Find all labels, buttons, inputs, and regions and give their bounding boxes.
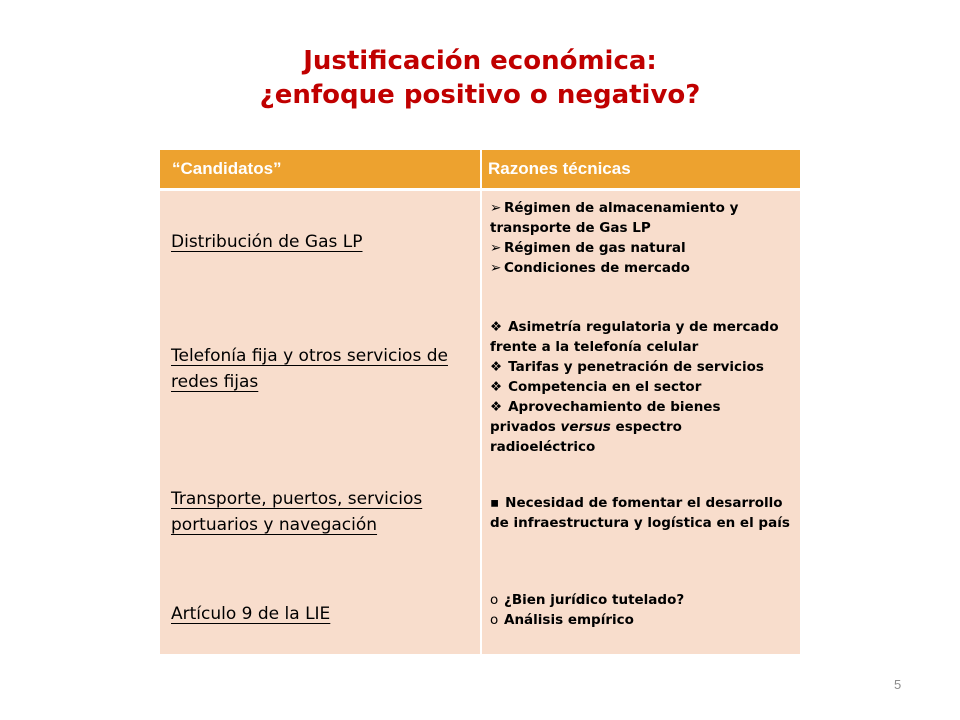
header-razones-tecnicas: Razones técnicas xyxy=(488,159,631,178)
arrow-bullet-icon: ➢ xyxy=(490,200,502,216)
reasons-telefonia xyxy=(490,317,790,457)
circle-bullet-icon: o xyxy=(490,612,499,628)
square-bullet-icon: ▪ xyxy=(490,495,500,511)
reasons-lie xyxy=(490,590,790,630)
list-item: ❖ Aprovechamiento de bienes privados versus espectro radioeléctrico xyxy=(490,399,721,455)
arrow-bullet-icon: ➢ xyxy=(490,240,502,256)
column-divider xyxy=(480,188,482,654)
title-line-2: ¿enfoque positivo o negativo? xyxy=(259,80,701,110)
slide-title xyxy=(0,44,960,112)
list-item: o ¿Bien jurídico tutelado? xyxy=(490,592,685,608)
list-item: ❖ Asimetría regulatoria y de mercado frente a la telefonía celular xyxy=(490,319,779,355)
justification-table xyxy=(160,150,800,654)
list-item: ➢ Régimen de almacenamiento y xyxy=(490,200,739,216)
list-item-continuation: transporte de Gas LP xyxy=(490,220,651,236)
circle-bullet-icon: o xyxy=(490,592,499,608)
diamond-bullet-icon: ❖ xyxy=(490,319,503,335)
list-item: ➢ Régimen de gas natural xyxy=(490,240,686,256)
candidate-telefonia-fija: Telefonía fija y otros servicios de redes fijas xyxy=(171,346,448,392)
table-header-row xyxy=(160,150,800,188)
reasons-transporte xyxy=(490,493,795,533)
header-candidatos: “Candidatos” xyxy=(172,159,282,178)
candidate-articulo-9-lie: Artículo 9 de la LIE xyxy=(171,604,331,624)
list-item: ▪ Necesidad de fomentar el desarrollo de infraestructura y logística en el país xyxy=(490,495,790,531)
title-line-1: Justificación económica: xyxy=(303,46,657,76)
reasons-gas-lp xyxy=(490,198,790,278)
header-divider xyxy=(480,150,482,188)
arrow-bullet-icon: ➢ xyxy=(490,260,502,276)
list-item: ❖ Competencia en el sector xyxy=(490,379,702,395)
list-item: ➢ Condiciones de mercado xyxy=(490,260,690,276)
list-item: o Análisis empírico xyxy=(490,612,634,628)
list-item: ❖ Tarifas y penetración de servicios xyxy=(490,359,764,375)
diamond-bullet-icon: ❖ xyxy=(490,379,503,395)
diamond-bullet-icon: ❖ xyxy=(490,359,503,375)
page-number: 5 xyxy=(894,677,902,692)
diamond-bullet-icon: ❖ xyxy=(490,399,503,415)
candidate-transporte: Transporte, puertos, servicios portuarios y navegación xyxy=(171,489,423,535)
candidate-gas-lp: Distribución de Gas LP xyxy=(171,232,363,252)
